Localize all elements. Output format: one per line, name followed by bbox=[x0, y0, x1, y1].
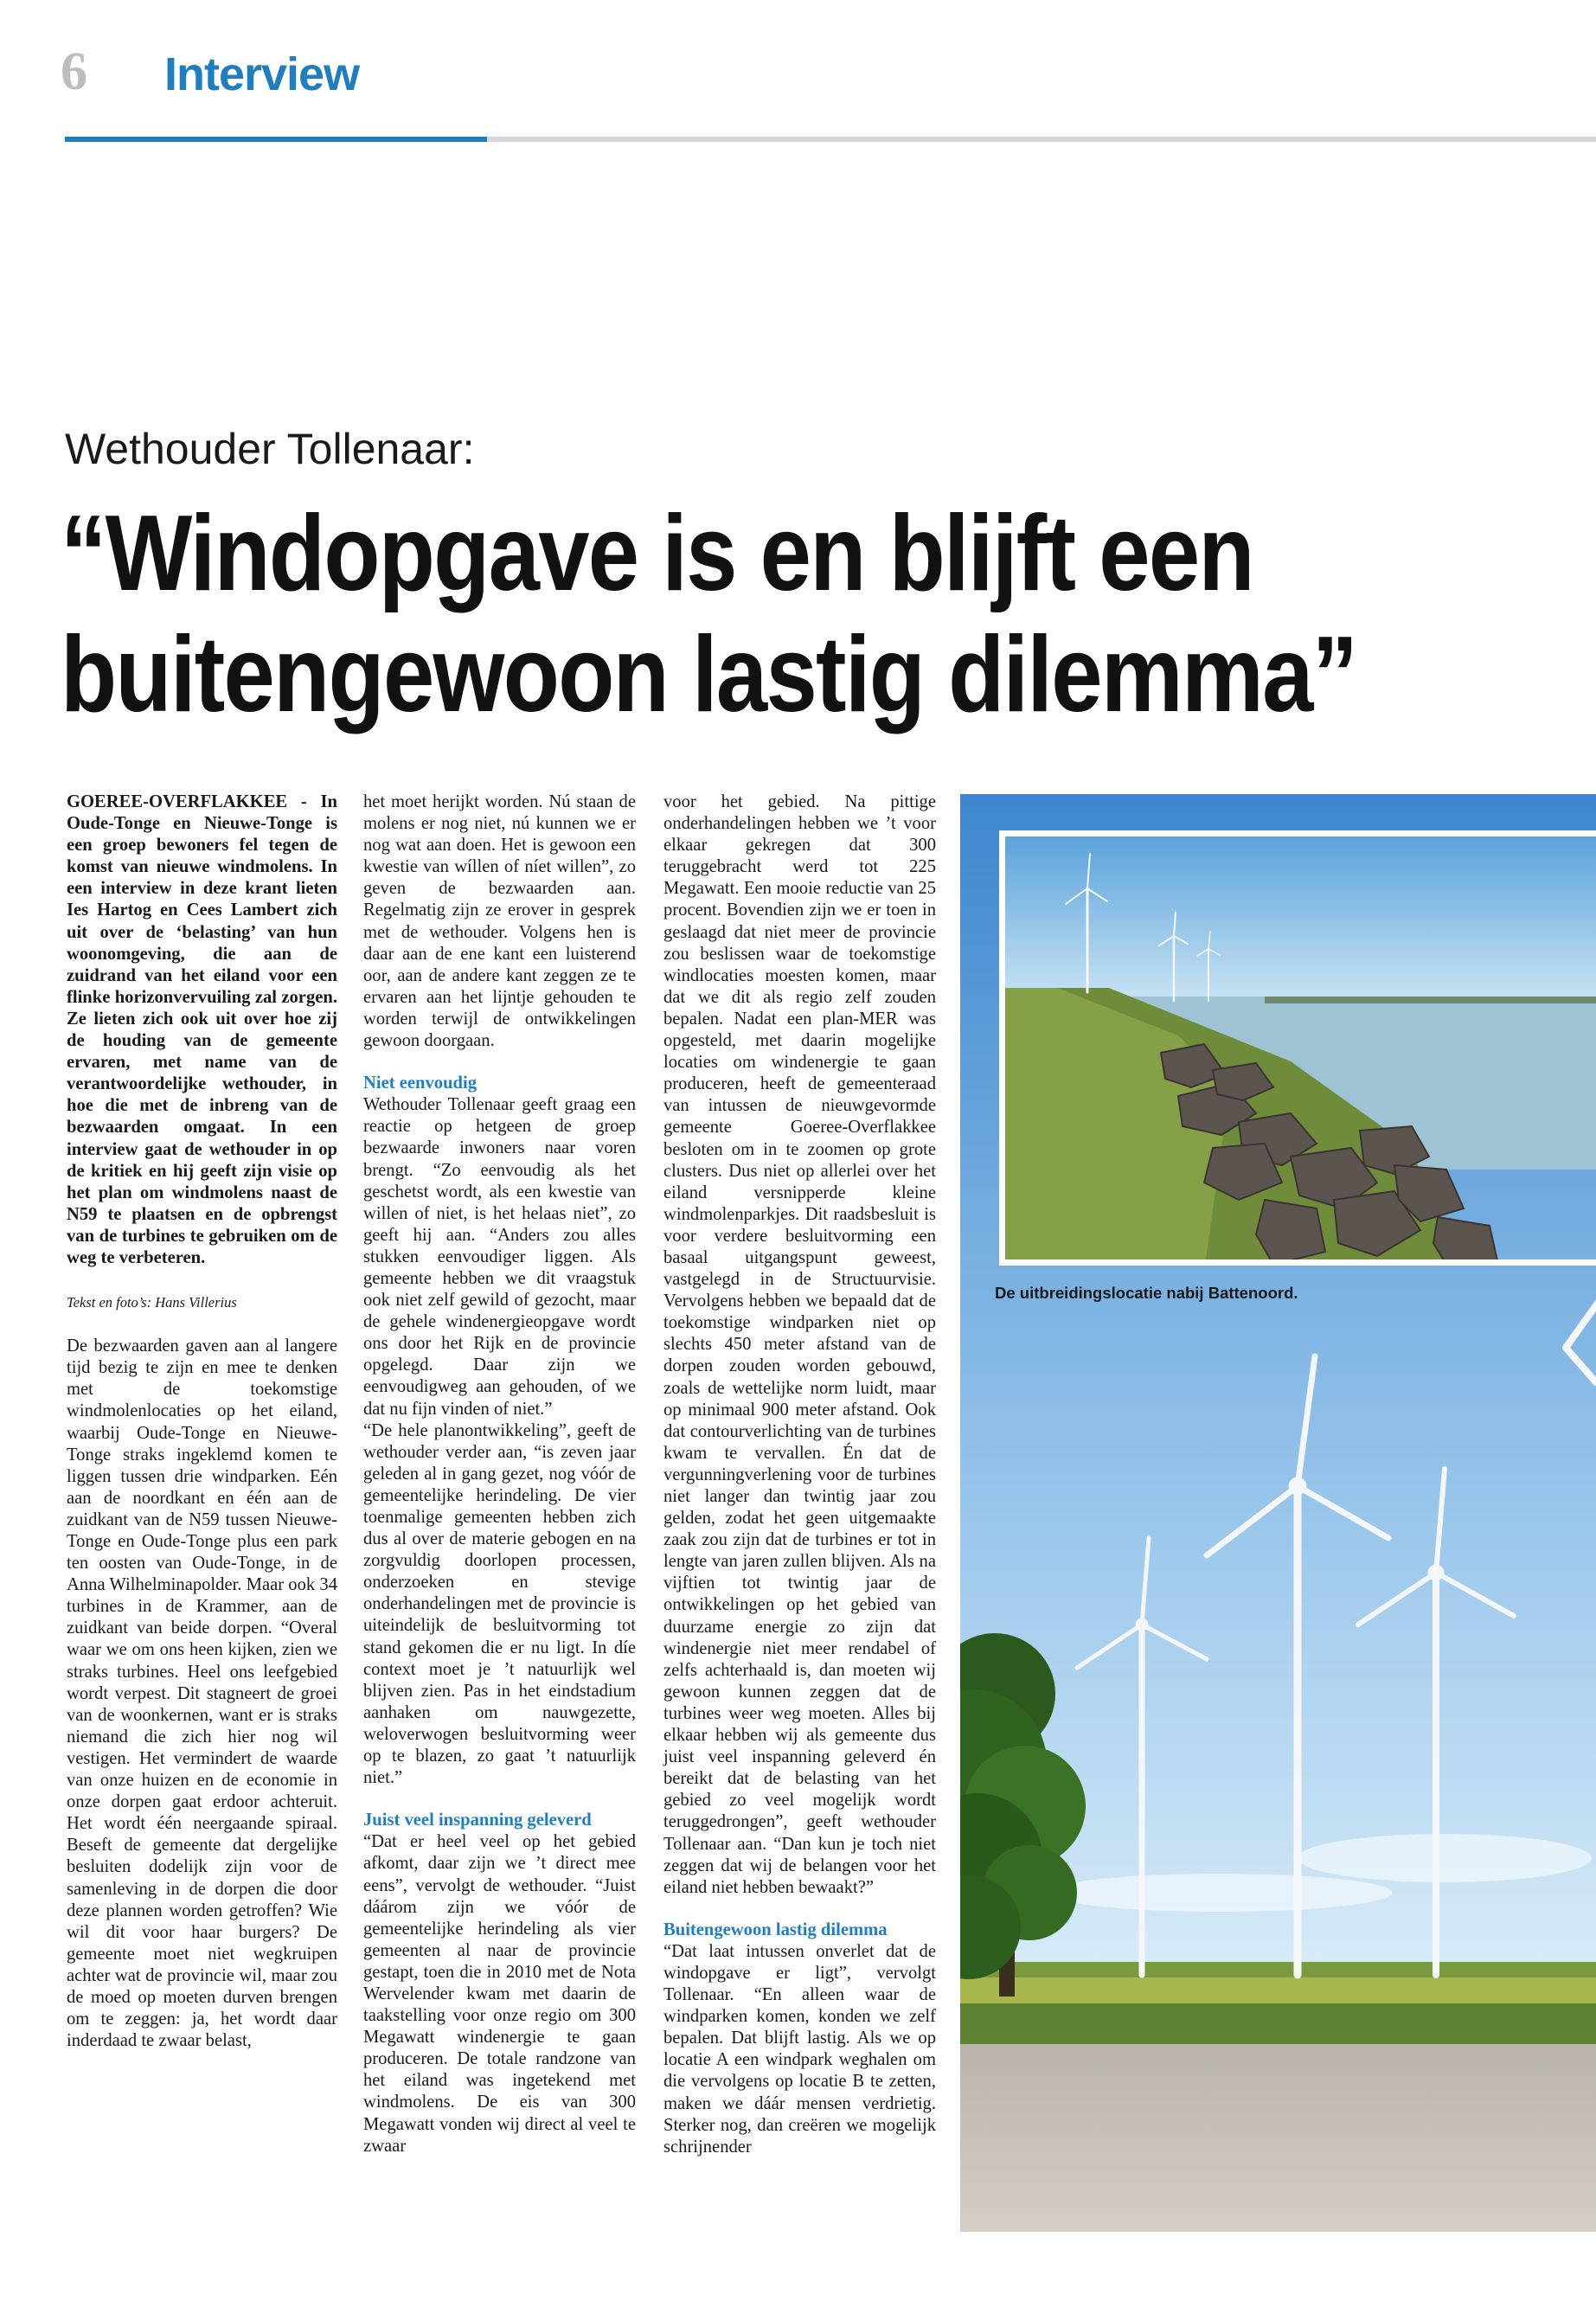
column-1 bbox=[67, 792, 337, 2052]
kicker: Wethouder Tollenaar: bbox=[65, 425, 475, 473]
body-paragraph: Wethouder Tollenaar geeft graag een reactie op hetgeen de groep bezwaarde inwoners naar voren brengt. “Zo eenvoudig als het geschetst wordt, als een kwestie van willen of niet, is het helaas niet”, zo geeft hij aan. “Anders zou alles stukken eenvoudiger liggen. Als gemeente hebben we dit vraagstuk ook niet zelf gewild of gezocht, maar de gehele windenergieopgave wordt ons door het Rijk en de provincie opgelegd. Daar zijn we eenvoudigweg aan gehouden, of we dat nu fijn vinden of niet.” bbox=[363, 1095, 636, 1419]
byline: Tekst en foto’s: Hans Villerius bbox=[67, 1294, 237, 1311]
column-3 bbox=[663, 792, 936, 2158]
body-paragraph: het moet herijkt worden. Nú staan de molens er nog niet, nú kunnen we er nog wat aan doen. Het is gewoon een kwestie van wíllen of níet willen”, zo geven de bezwaarden aan. Regelmatig zijn ze erover in gesprek met de wethouder. Volgens hen is daar aan de ene kant een luisterend oor, aan de andere kant zeggen ze te ervaren aan het lijntje gehouden te worden terwijl de ontwikkelingen gewoon doorgaan. bbox=[363, 792, 636, 1051]
subheading: Juist veel inspanning geleverd bbox=[363, 1811, 592, 1830]
lead-paragraph: GOEREE-OVERFLAKKEE - In Oude-Tonge en Nieuwe-Tonge is een groep bewoners fel tegen de komst van nieuwe windmolens. In een interview in deze krant lieten Ies Hartog en Cees Lambert zich uit over de ‘belasting’ van hun woonomgeving, die aan de zuidrand van het eiland voor een flinke horizonvervuiling zal zorgen. Ze lieten zich ook uit over hoe zij de houding van de gemeente ervaren, met name van de verantwoordelijke wethouder, in hoe die met de inbreng van de bezwaarden omgaat. In een interview gaat de wethouder in op de kritiek en hij geeft zijn visie op het plan om windmolens naast de N59 te plaatsen en de opbrengst van de turbines te gebruiken om de weg te verbeteren. bbox=[67, 792, 337, 1267]
page-number: 6 bbox=[61, 42, 87, 101]
subheading: Niet eenvoudig bbox=[363, 1074, 477, 1093]
body-paragraph: “De hele planontwikkeling”, geeft de wethouder verder aan, “is zeven jaar geleden al in gang gezet, nog vóór de gemeentelijke herindeling. De vier toenmalige gemeenten hebben zich dus al over de materie gebogen en na zorgvuldig doorlopen processen, onderzoeken en stevige onderhandelingen met de provincie is uiteindelijk de besluitvorming tot stand gekomen die er nu ligt. In díe context moet je ’t natuurlijk wel blijven zien. Pas in het eindstadium aanhaken om nauwgezette, weloverwogen besluitvorming weer op te blazen, zo gaat ’t natuurlijk niet.” bbox=[363, 1420, 636, 1788]
section-label: Interview bbox=[164, 48, 360, 100]
body-paragraph: De bezwaarden gaven aan al langere tijd bezig te zijn en mee te denken met de toekomstige windmolenlocaties op het eiland, waarbij Oude-Tonge en Nieuwe-Tonge straks ingeklemd komen te liggen tussen drie windparken. Eén aan de noordkant en één aan de zuidkant van de N59 tussen Nieuwe-Tonge en Oude-Tonge plus een park ten oosten van Oude-Tonge, in de Anna Wilhelminapolder. Maar ook 34 turbines in de Krammer, aan de zuidkant van beide dorpen. “Overal waar we om ons heen kijken, zien we straks turbines. Heel ons leefgebied wordt verpest. Dit stagneert de groei van de woonkernen, want er is straks niemand die zich hier nog wil vestigen. Het vermindert de waarde van onze huizen en de economie in onze dorpen gaat erdoor achteruit. Het wordt één neergaande spiraal. Beseft de gemeente dat dergelijke besluiten dodelijk zijn voor de samenleving in de dorpen die door deze plannen worden getroffen? Wie wil dit voor haar burgers? De gemeente moet niet wegkruipen achter wat de provincie wil, maar zou de moed op moeten durven brengen om te zeggen: ja, het wordt daar inderdaad te zwaar belast, bbox=[67, 1336, 337, 2051]
column-2 bbox=[363, 792, 636, 2157]
headline bbox=[61, 493, 1357, 735]
body-paragraph: “Dat er heel veel op het gebied afkomt, daar zijn we ’t direct mee eens”, vervolgt de wethouder. “Juist dáárom zijn we vóór de gemeentelijke herindeling als vier gemeenten al naar de provincie gestapt, toen die in 2010 met de Nota Wervelender kwam met daarin de taakstelling voor onze regio om 300 Megawatt windenergie te gaan produceren. De totale randzone van het eiland was ingetekend met windmolens. De eis van 300 Megawatt vonden wij direct al veel te zwaar bbox=[363, 1832, 636, 2156]
header-rule-accent bbox=[65, 137, 487, 142]
coastline-inset-photo bbox=[999, 830, 1596, 1266]
body-paragraph: voor het gebied. Na pittige onderhandelingen hebben we ’t voor elkaar gekregen dat 300 teruggebracht werd tot 225 Megawatt. Een mooie reductie van 25 procent. Bovendien zijn we er toen in geslaagd dat niet meer de provincie zou beslissen waar de toekomstige windlocaties moesten komen, maar dat we dit als regio zelf zouden bepalen. Nadat een plan-MER was opgesteld, met daarin mogelijke locaties om windenergie te gaan produceren, heeft de gemeenteraad van intussen de nieuwgevormde gemeente Goeree-Overflakkee besloten om in te zoomen op grote clusters. Dus niet op allerlei over het eiland versnipperde kleine windmolenparkjes. Dit raadsbesluit is voor verdere besluitvorming een basaal uitgangspunt geweest, vastgelegd in de Structuurvisie. Vervolgens hebben we bepaald dat de toekomstige windparken niet op slechts 450 meter afstand van de dorpen zouden worden gebouwd, zoals de wettelijke norm luidt, maar op minimaal 900 meter afstand. Ook dat contourverlichting van de turbines kwam te vervallen. Én dat de vergunningverlening voor de turbines niet langer dan twintig jaar zou gelden, zodat het geen uitgemaakte zaak zou zijn dat de turbines er tot in lengte van jaren zullen blijven. Als na vijftien tot twintig jaar de ontwikkelingen op het gebied van duurzame energie zo zijn dat windenergie niet meer rendabel of zelfs achterhaald is, dan moeten wij gewoon kunnen zeggen dat de turbines weer weg moeten. Alles bij elkaar hebben wij als gemeente dus juist veel inspanning geleverd én bereikt dat de belasting van het gebied zo veel mogelijk wordt teruggedrongen”, geeft wethouder Tollenaar aan. “Dan kun je toch niet zeggen dat wij de belangen voor het eiland niet hebben bewaakt?” bbox=[663, 792, 936, 1897]
photo-caption: De uitbreidingslocatie nabij Battenoord. bbox=[995, 1284, 1298, 1302]
subheading: Buitengewoon lastig dilemma bbox=[663, 1920, 888, 1939]
body-paragraph: “Dat laat intussen onverlet dat de windopgave er ligt”, vervolgt Tollenaar. “En alleen waar de windparken komen, konden we zelf bepalen. Dat blijft lastig. Als we op locatie A een windpark weghalen om die vervolgens op locatie B te zetten, maken we dáár mensen verdrietig. Sterker nog, dan creëren we mogelijk schrijnender bbox=[663, 1941, 936, 2157]
headline-line-2: buitengewoon lastig dilemma” bbox=[61, 615, 1357, 734]
headline-line-1: “Windopgave is en blijft een bbox=[61, 494, 1253, 613]
